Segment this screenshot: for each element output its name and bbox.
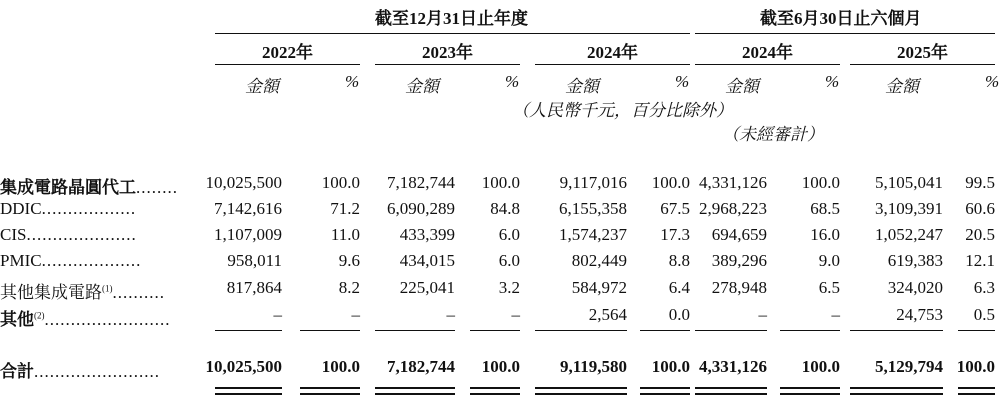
year-rule-2022: [215, 64, 360, 65]
leader-dots: ..........: [112, 283, 165, 302]
double-rule-top: [470, 387, 520, 389]
year-rule-2023: [375, 64, 520, 65]
amount-header-2024: 金額: [565, 77, 599, 96]
total-cell: 7,182,744: [387, 357, 455, 376]
table-cell: 99.5: [965, 173, 995, 192]
table-cell: 434,015: [399, 251, 455, 270]
table-cell: 84.8: [490, 199, 520, 218]
subtotal-rule: [300, 330, 360, 331]
leader-dots: ........................: [34, 362, 160, 381]
leader-dots: ..................: [41, 199, 137, 218]
row-label-text: 集成電路晶圓代工: [0, 178, 136, 197]
double-rule-top: [640, 387, 690, 389]
double-rule-top: [850, 387, 943, 389]
pct-header-2022: %: [345, 72, 360, 91]
row-label: [0, 278, 165, 303]
table-cell: 71.2: [330, 199, 360, 218]
table-cell: 694,659: [711, 225, 767, 244]
table-cell: –: [273, 305, 282, 324]
table-cell: 6.5: [818, 278, 840, 297]
table-cell: 4,331,126: [699, 173, 767, 192]
table-cell: 67.5: [660, 199, 690, 218]
table-cell: 817,864: [226, 278, 282, 297]
double-rule-bottom: [640, 393, 690, 395]
total-cell: 9,119,580: [559, 357, 627, 376]
subtotal-rule: [958, 330, 995, 331]
table-cell: –: [831, 305, 840, 324]
table-cell: 10,025,500: [205, 173, 282, 192]
table-cell: 100.0: [481, 173, 520, 192]
table-cell: 3,109,391: [875, 199, 943, 218]
table-cell: 1,107,009: [214, 225, 282, 244]
table-cell: 7,182,744: [387, 173, 455, 192]
table-cell: 100.0: [651, 173, 690, 192]
table-cell: 6,090,289: [387, 199, 455, 218]
table-cell: 9.6: [338, 251, 360, 270]
total-cell: 10,025,500: [205, 357, 282, 376]
header-rule-six-months: [695, 33, 995, 34]
row-label-text: PMIC: [0, 251, 42, 270]
table-cell: 16.0: [810, 225, 840, 244]
year-2024: 2024年: [587, 43, 638, 62]
pct-header-2024: %: [675, 72, 690, 91]
year-2025-h1: 2025年: [897, 43, 948, 62]
total-cell: 100.0: [321, 357, 360, 376]
leader-dots: .....................: [26, 225, 137, 244]
double-rule-top: [780, 387, 840, 389]
pct-header-2024-h1: %: [825, 72, 840, 91]
subtotal-rule: [780, 330, 840, 331]
table-cell: 225,041: [399, 278, 455, 297]
table-cell: 9.0: [818, 251, 840, 270]
year-2022: 2022年: [262, 43, 313, 62]
table-cell: 8.2: [338, 278, 360, 297]
table-cell: 6.0: [498, 251, 520, 270]
table-cell: 278,948: [711, 278, 767, 297]
table-cell: 68.5: [810, 199, 840, 218]
total-cell: 4,331,126: [699, 357, 767, 376]
table-cell: 6,155,358: [559, 199, 627, 218]
table-cell: 100.0: [801, 173, 840, 192]
table-cell: 7,142,616: [214, 199, 282, 218]
pct-header-2025-h1: %: [985, 72, 1000, 91]
unit-note: （人民幣千元，百分比除外）: [512, 101, 733, 120]
table-cell: 6.3: [973, 278, 995, 297]
row-label: [0, 251, 141, 271]
row-label: [0, 225, 137, 245]
total-row-label: [0, 357, 160, 382]
total-label-text: 合計: [0, 362, 34, 381]
total-cell: 100.0: [801, 357, 840, 376]
table-cell: 5,105,041: [875, 173, 943, 192]
leader-dots: ........: [136, 178, 178, 197]
row-label-text: DDIC: [0, 199, 42, 218]
total-cell: 100.0: [481, 357, 520, 376]
table-cell: 9,117,016: [559, 173, 627, 192]
table-cell: 20.5: [965, 225, 995, 244]
double-rule-top: [695, 387, 767, 389]
table-cell: 24,753: [896, 305, 943, 324]
table-cell: 802,449: [571, 251, 627, 270]
row-label: [0, 199, 136, 219]
table-cell: 12.1: [965, 251, 995, 270]
table-cell: –: [758, 305, 767, 324]
double-rule-top: [375, 387, 455, 389]
amount-header-2023: 金額: [405, 77, 439, 96]
year-rule-2024: [535, 64, 690, 65]
row-label-text: 其他集成電路: [0, 283, 102, 302]
subtotal-rule: [215, 330, 282, 331]
table-cell: 389,296: [711, 251, 767, 270]
table-cell: 11.0: [330, 225, 360, 244]
header-full-year: 截至12月31日止年度: [375, 9, 528, 28]
table-cell: 0.5: [973, 305, 995, 324]
year-2023: 2023年: [422, 43, 473, 62]
subtotal-rule: [470, 330, 520, 331]
row-label-text: 其他: [0, 310, 34, 329]
double-rule-top: [535, 387, 627, 389]
double-rule-bottom: [780, 393, 840, 395]
table-cell: 2,564: [588, 305, 627, 324]
double-rule-bottom: [470, 393, 520, 395]
subtotal-rule: [850, 330, 943, 331]
table-cell: –: [351, 305, 360, 324]
table-cell: –: [511, 305, 520, 324]
table-cell: 8.8: [668, 251, 690, 270]
total-cell: 5,129,794: [875, 357, 943, 376]
double-rule-bottom: [850, 393, 943, 395]
table-cell: 6.0: [498, 225, 520, 244]
double-rule-bottom: [958, 393, 995, 395]
year-2024-h1: 2024年: [742, 43, 793, 62]
double-rule-top: [300, 387, 360, 389]
double-rule-bottom: [535, 393, 627, 395]
header-rule-full-year: [215, 33, 690, 34]
double-rule-top: [215, 387, 282, 389]
double-rule-top: [958, 387, 995, 389]
subtotal-rule: [535, 330, 627, 331]
table-cell: 433,399: [399, 225, 455, 244]
unaudited-note: （未經審計）: [722, 125, 824, 144]
leader-dots: ........................: [44, 310, 171, 329]
table-cell: 17.3: [660, 225, 690, 244]
table-cell: –: [446, 305, 455, 324]
table-cell: 1,574,237: [559, 225, 627, 244]
table-cell: 2,968,223: [699, 199, 767, 218]
header-six-months: 截至6月30日止六個月: [760, 9, 922, 28]
subtotal-rule: [695, 330, 767, 331]
table-cell: 3.2: [498, 278, 520, 297]
double-rule-bottom: [215, 393, 282, 395]
double-rule-bottom: [375, 393, 455, 395]
table-cell: 958,011: [227, 251, 282, 270]
year-rule-2024-h1: [695, 64, 840, 65]
table-cell: 324,020: [887, 278, 943, 297]
subtotal-rule: [640, 330, 690, 331]
table-cell: 0.0: [668, 305, 690, 324]
amount-header-2025-h1: 金額: [885, 77, 919, 96]
table-cell: 60.6: [965, 199, 995, 218]
total-cell: 100.0: [651, 357, 690, 376]
table-cell: 1,052,247: [875, 225, 943, 244]
total-cell: 100.0: [956, 357, 995, 376]
table-cell: 584,972: [571, 278, 627, 297]
amount-header-2022: 金額: [245, 77, 279, 96]
row-label-text: CIS: [0, 225, 27, 244]
pct-header-2023: %: [505, 72, 520, 91]
double-rule-bottom: [695, 393, 767, 395]
row-label: [0, 305, 171, 330]
footnote-marker: (2): [34, 310, 45, 321]
table-cell: 100.0: [321, 173, 360, 192]
table-cell: 6.4: [668, 278, 690, 297]
footnote-marker: (1): [102, 283, 113, 294]
table-cell: 619,383: [887, 251, 943, 270]
double-rule-bottom: [300, 393, 360, 395]
leader-dots: ...................: [41, 251, 142, 270]
year-rule-2025-h1: [850, 64, 995, 65]
subtotal-rule: [375, 330, 455, 331]
row-label: [0, 173, 178, 198]
amount-header-2024-h1: 金額: [725, 77, 759, 96]
